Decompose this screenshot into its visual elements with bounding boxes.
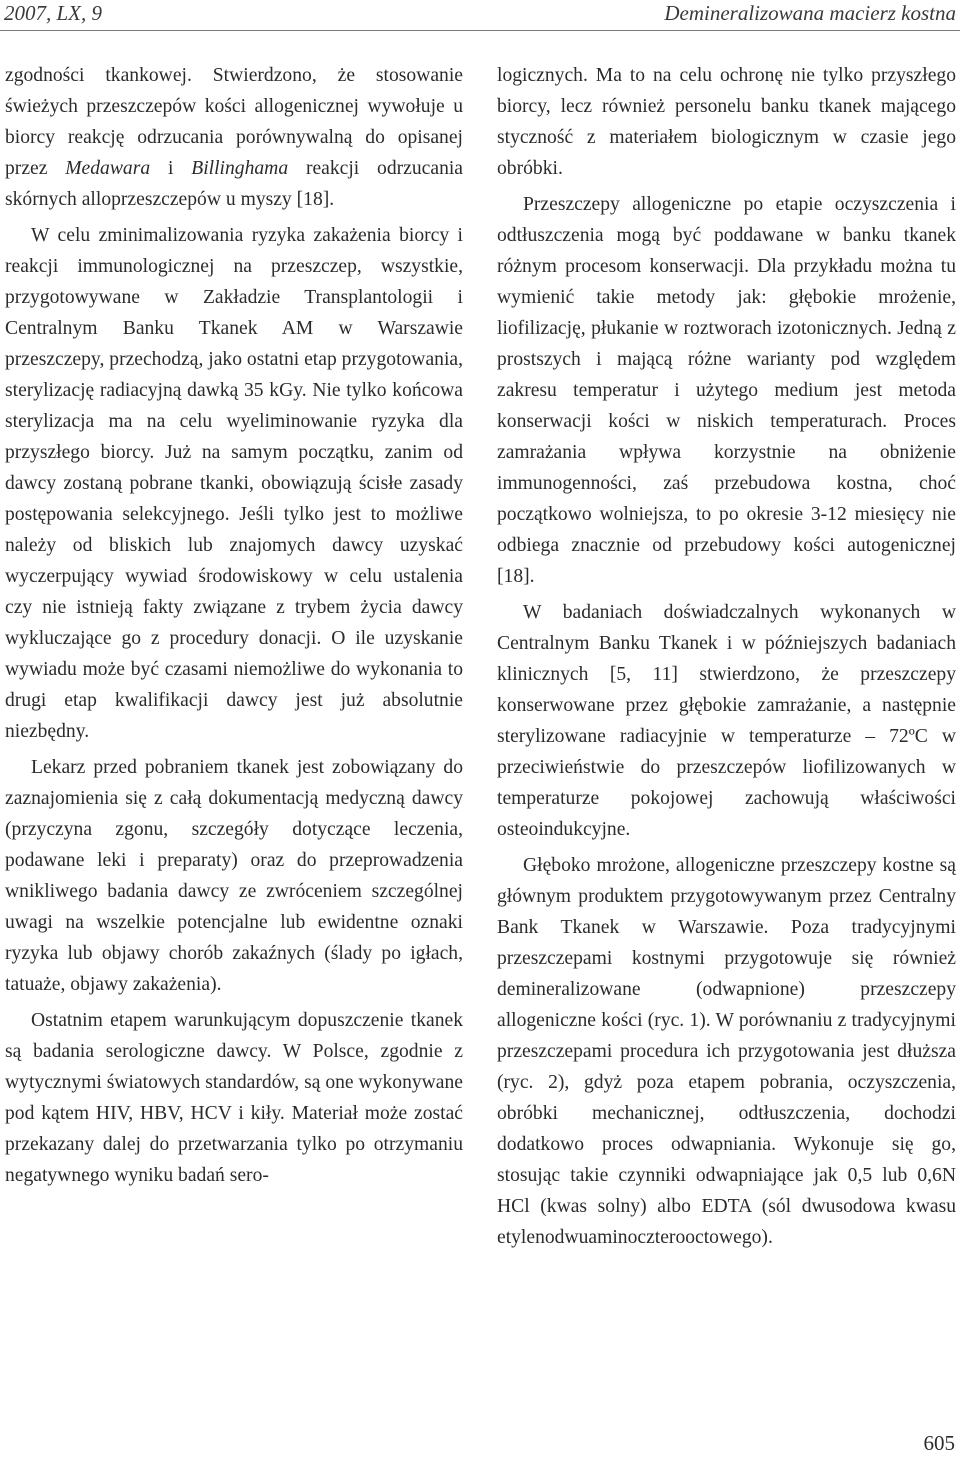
paragraph: W celu zminimalizowania ryzyka zakażenia biorcy i reakcji immunologicznej na przeszczep, wszystkie, przygotowywane w Zakładzie Transplantologii i Centralnym Banku Tkanek AM w Warszawie przeszczepy, przechodzą, jako ostatni etap przygotowania, sterylizację radiacyjną dawką 35 kGy. Nie tylko końcowa sterylizacja ma na celu wyeliminowanie ryzyka dla przyszłego biorcy. Już na samym początku, zanim od dawcy zostaną pobrane tkanki, obowiązują ścisłe zasady postępowania selekcyjnego. Jeśli tylko jest to możliwe należy od bliskich lub znajomych dawcy uzyskać wyczerpujący wywiad środowiskowy w celu ustalenia czy nie istnieją fakty związane z trybem życia dawcy wykluczające go z procedury donacji. O ile uzyskanie wywiadu może być czasami niemożliwe do wykonania to drugi etap kwalifikacji dawcy jest już absolutnie niezbędny. — [5, 225, 463, 742]
paragraph-text: i — [150, 158, 192, 179]
paragraph — [5, 60, 463, 215]
paragraph: Ostatnim etapem warunkującym dopuszczenie tkanek są badania serologiczne dawcy. W Polsce, zgodnie z wytycznymi światowych standardów, są one wykonywane pod kątem HIV, HBV, HCV i kiły. Materiał może zostać przekazany dalej do przetwarzania tylko po otrzymaniu negatywnego wyniku badań sero- — [5, 1010, 463, 1186]
journal-issue: 2007, LX, 9 — [4, 1, 103, 25]
paragraph: Głęboko mrożone, allogeniczne przeszczepy kostne są głównym produktem przygotowywanym przez Centralny Bank Tkanek w Warszawie. Poza tradycyjnymi przeszczepami kostnymi przygotowuje się również demineralizowane (odwapnione) przeszczepy allogeniczne kości (ryc. 1). W porównaniu z tradycyjnymi przeszczepami procedura ich przygotowania jest dłuższa (ryc. 2), gdyż poza etapem pobrania, oczyszczenia, obróbki mechanicznej, odtłuszczenia, dochodzi dodatkowo proces odwapniania. Wykonuje się go, stosując takie czynniki odwapniające jak 0,5 lub 0,6N HCl (kwas solny) albo EDTA (sól dwusodowa kwasu etylenodwuaminoczterooctowego). — [497, 855, 956, 1248]
left-column — [5, 60, 463, 1196]
paragraph: W badaniach doświadczalnych wykonanych w Centralnym Banku Tkanek i w późniejszych badaniach klinicznych [5, 11] stwierdzono, że przeszczepy konserwowane przez głębokie zamrażanie, a następnie sterylizowane radiacyjnie w temperaturze – 72ºC w przeciwieństwie do przeszczepów liofilizowanych w temperaturze pokojowej zachowują właściwości osteoindukcyjne. — [497, 602, 956, 840]
running-header — [4, 0, 956, 30]
header-divider — [0, 30, 960, 31]
article-short-title: Demineralizowana macierz kostna — [664, 1, 956, 25]
page-number: 605 — [923, 1431, 955, 1455]
right-column — [497, 60, 956, 1258]
author-name-italic: Medawara — [65, 158, 151, 179]
author-name-italic: Billinghama — [191, 158, 289, 179]
paragraph: logicznych. Ma to na celu ochronę nie tylko przyszłego biorcy, lecz również personelu banku tkanek mającego styczność z materiałem biologicznym w czasie jego obróbki. — [497, 65, 956, 179]
paragraph: Przeszczepy allogeniczne po etapie oczyszczenia i odtłuszczenia mogą być poddawane w banku tkanek różnym procesom konserwacji. Dla przykładu można tu wymienić takie metody jak: głębokie mrożenie, liofilizację, płukanie w roztworach izotonicznych. Jedną z prostszych i mającą różne warianty pod względem zakresu temperatur i użytego medium jest metoda konserwacji kości w niskich temperaturach. Proces zamrażania wpływa korzystnie na obniżenie immunogenności, zaś przebudowa kostna, choć początkowo wolniejsza, to po okresie 3-12 miesięcy nie odbiega znacznie od przebudowy kości autogenicznej [18]. — [497, 194, 956, 587]
paragraph: Lekarz przed pobraniem tkanek jest zobowiązany do zaznajomienia się z całą dokumentacją medyczną dawcy (przyczyna zgonu, szczegóły dotyczące leczenia, podawane leki i preparaty) oraz do przeprowadzenia wnikliwego badania dawcy ze zwróceniem szczególnej uwagi na wszelkie potencjalne lub ewidentne oznaki ryzyka lub objawy chorób zakaźnych (ślady po igłach, tatuaże, objawy zakażenia). — [5, 757, 463, 995]
paragraph-text: reakcji odrzucania skórnych alloprzeszczepów u myszy [18]. — [5, 158, 464, 210]
paragraph-text: zgodności tkankowej. Stwierdzono, że stosowanie świeżych przeszczepów kości allogenicznej wywołuje u biorcy reakcję odrzucania porównywalną do opisanej przez — [5, 65, 463, 179]
